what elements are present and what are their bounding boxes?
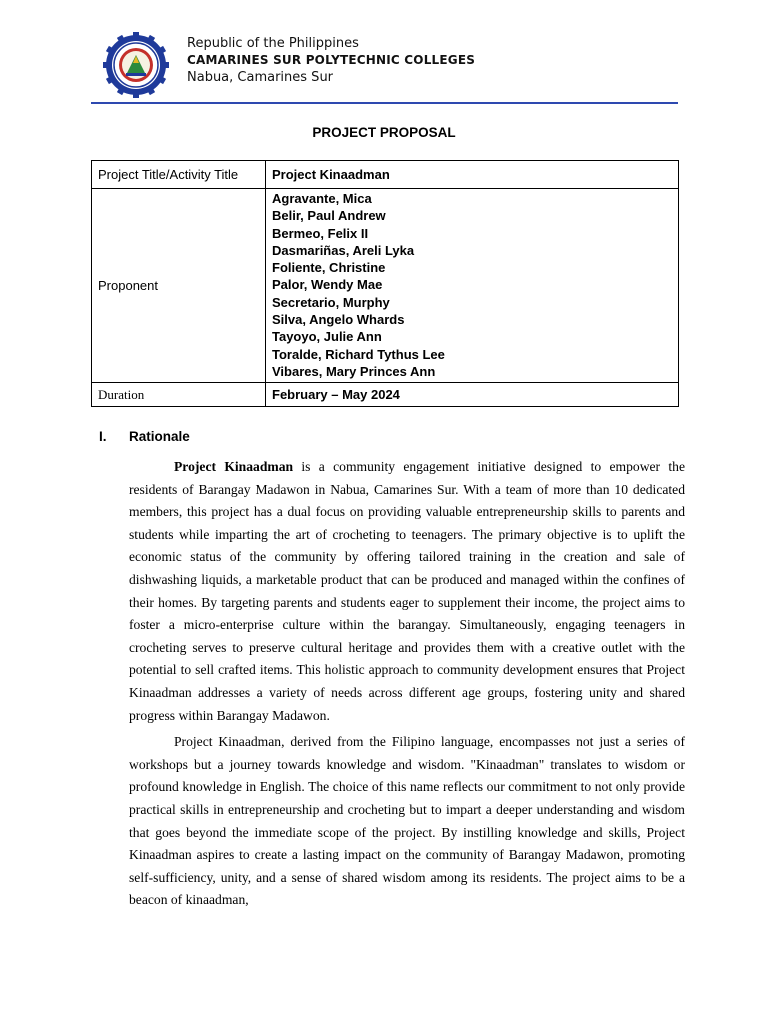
country-line: Republic of the Philippines [187,36,359,51]
project-title-value: Project Kinaadman [266,161,679,189]
paragraph: Project Kinaadman, derived from the Filipino language, encompasses not just a series of workshops but a journey towards knowledge and wisdom. "Kinaadman" translates to wisdom or profound knowledge in English. The choice of this name reflects our commitment to not only provide practical skills in entrepreneurship and crocheting but to impart a deeper understanding and wisdom that goes beyond the immediate scope of the project. By instilling knowledge and skills, Project Kinaadman aspires to create a lasting impact on the community of Barangay Madawon, promoting self-sufficiency, unity, and a sense of shared wisdom among its residents. The project aims to be a beacon of kinaadman, [129,734,685,908]
document-title: PROJECT PROPOSAL [312,125,456,140]
table-row [92,189,679,383]
table-row [92,161,679,189]
proponent-list [266,189,679,383]
proponent-name: Agravante, Mica [272,191,372,206]
college-seal-logo [103,32,169,98]
college-address: Nabua, Camarines Sur [187,70,334,85]
project-title-label: Project Title/Activity Title [92,161,266,189]
letterhead-text [187,35,475,86]
section-number: I. [99,429,107,444]
proponent-name: Vibares, Mary Princes Ann [272,363,436,379]
proponent-name: Bermeo, Felix II [272,225,369,241]
section-heading [99,429,190,444]
section-title: Rationale [129,429,190,444]
paragraph [129,456,685,727]
proponent-name: Foliente, Christine [272,260,386,276]
proponent-name: Belir, Paul Andrew [272,208,386,224]
letterhead [103,30,683,92]
proponent-name: Tayoyo, Julie Ann [272,329,382,345]
header-divider [91,102,678,104]
project-name-bold: Project Kinaadman [174,459,294,474]
proponent-label: Proponent [92,189,266,383]
college-name: CAMARINES SUR POLYTECHNIC COLLEGES [187,53,476,67]
duration-value: February – May 2024 [266,383,679,407]
paragraph-text: is a community engagement initiative designed to empower the residents of Barangay Madawon in Nabua, Camarines Sur. With a team of more than 10 dedicated members, this project has a dual focus on providing valuable entrepreneurship skills to parents and students while imparting the art of crocheting to teenagers. The primary objective is to uplift the economic status of the community by offering tailored training in the creation and sale of dishwashing liquids, a marketable product that can be produced and managed within the confines of their homes. By targeting parents and students eager to supplement their income, the project aims to foster a micro-enterprise culture within the barangay. Simultaneously, engaging teenagers in crocheting serves to preserve cultural heritage and provides them with a creative outlet with the potential to sell crafted items. This holistic approach to community development ensures that Project Kinaadman addresses a variety of needs across different age groups, fostering unity and shared progress within Barangay Madawon. [129,459,686,723]
rationale-body [129,456,685,916]
proponent-name: Palor, Wendy Mae [272,277,383,293]
proponent-name: Dasmariñas, Areli Lyka [272,242,415,258]
duration-label: Duration [92,383,266,407]
project-info-table [91,160,679,407]
proponent-name: Secretario, Murphy [272,294,390,310]
proponent-name: Toralde, Richard Tythus Lee [272,346,445,362]
table-row [92,383,679,407]
proponent-name: Silva, Angelo Whards [272,312,405,328]
